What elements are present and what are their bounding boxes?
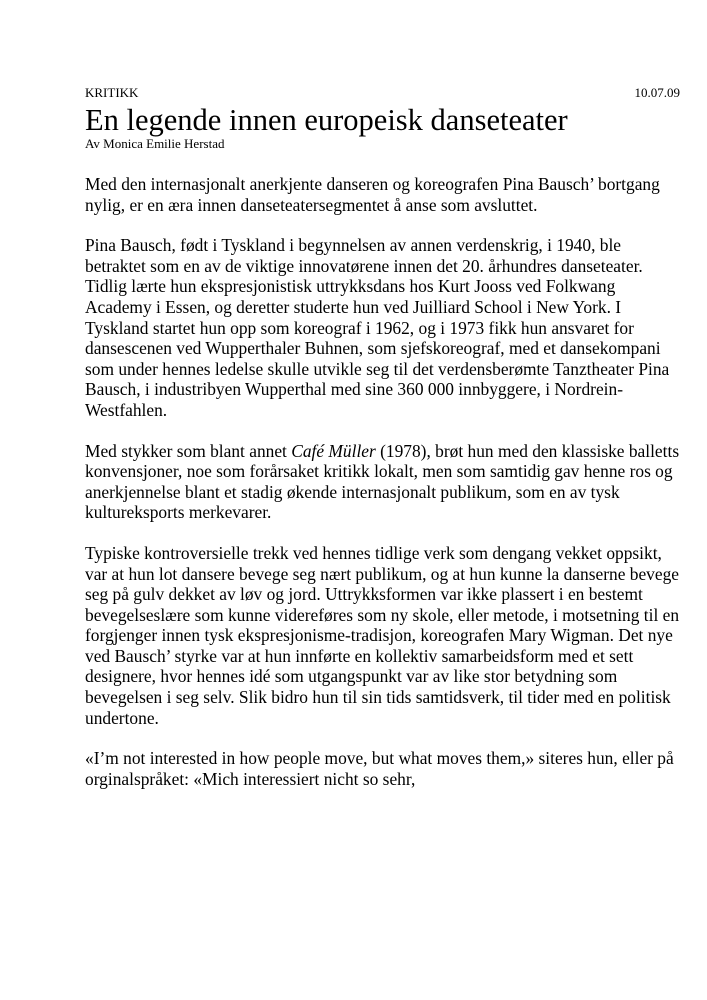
paragraph-4: Typiske kontroversielle trekk ved hennes tidlige verk som dengang vekket oppsikt, var at hun lot dansere bevege seg nært publikum, og at hun kunne la danserne bevege seg på gulv dekket av løv og jord. Uttrykksformen var ikke plassert i en bestemt bevegelseslære som kunne videreføres som ny skole, eller metode, i motsetning til en forgjenger innen tysk ekspresjonisme-tradisjon, koreografen Mary Wigman. Det nye ved Bausch’ styrke var at hun innførte en kollektiv samarbeidsform med et sett designere, hvor hennes idé som utgangspunkt var av like stor betydning som bevegelsen i seg selv. Slik bidro hun til sin tids samtidsverk, til tider med en politisk undertone. (85, 542, 680, 728)
article-page (85, 85, 680, 809)
article-title: En legende innen europeisk danseteater (85, 103, 568, 137)
paragraph-1: Med den internasjonalt anerkjente danseren og koreografen Pina Bausch’ bortgang nylig, er en æra innen danseteatersegmentet å anse som avsluttet. (85, 174, 660, 215)
article-body (85, 174, 680, 789)
publication-date: 10.07.09 (634, 85, 680, 100)
paragraph-3 (85, 441, 680, 523)
byline: Av Monica Emilie Herstad (85, 136, 225, 151)
paragraph-3-text-before: Med stykker som blant annet (85, 440, 292, 461)
paragraph-3-text-after: (1978), brøt hun med den klassiske balletts konvensjoner, noe som forårsaket kritikk lokalt, men som samtidig gav henne ros og anerkjennelse blant et stadig økende internasjonalt publikum, som en av tysk kultureksports merkevarer. (85, 440, 680, 523)
paragraph-5: «I’m not interested in how people move, but what moves them,» siteres hun, eller på orginalspråket: «Mich interessiert nicht so sehr, (85, 748, 674, 789)
paragraph-2: Pina Bausch, født i Tyskland i begynnelsen av annen verdenskrig, i 1940, ble betraktet som en av de viktige innovatørene innen det 20. århundres danseteater. Tidlig lærte hun ekspresjonistisk uttrykksdans hos Kurt Jooss ved Folkwang Academy i Essen, og deretter studerte hun ved Juilliard School i New York. I Tyskland startet hun opp som koreograf i 1962, og i 1973 fikk hun ansvaret for dansescenen ved Wupperthaler Buhnen, som sjefskoreograf, med et dansekompani som under hennes ledelse skulle utvikle seg til det verdensberømte Tanztheater Pina Bausch, i industribyen Wupperthal med sine 360 000 innbyggere, i Nordrein-Westfahlen. (85, 235, 670, 420)
article-header (85, 85, 680, 103)
section-label: KRITIKK (85, 85, 139, 100)
work-title-cafe-muller: Café Müller (291, 440, 376, 461)
